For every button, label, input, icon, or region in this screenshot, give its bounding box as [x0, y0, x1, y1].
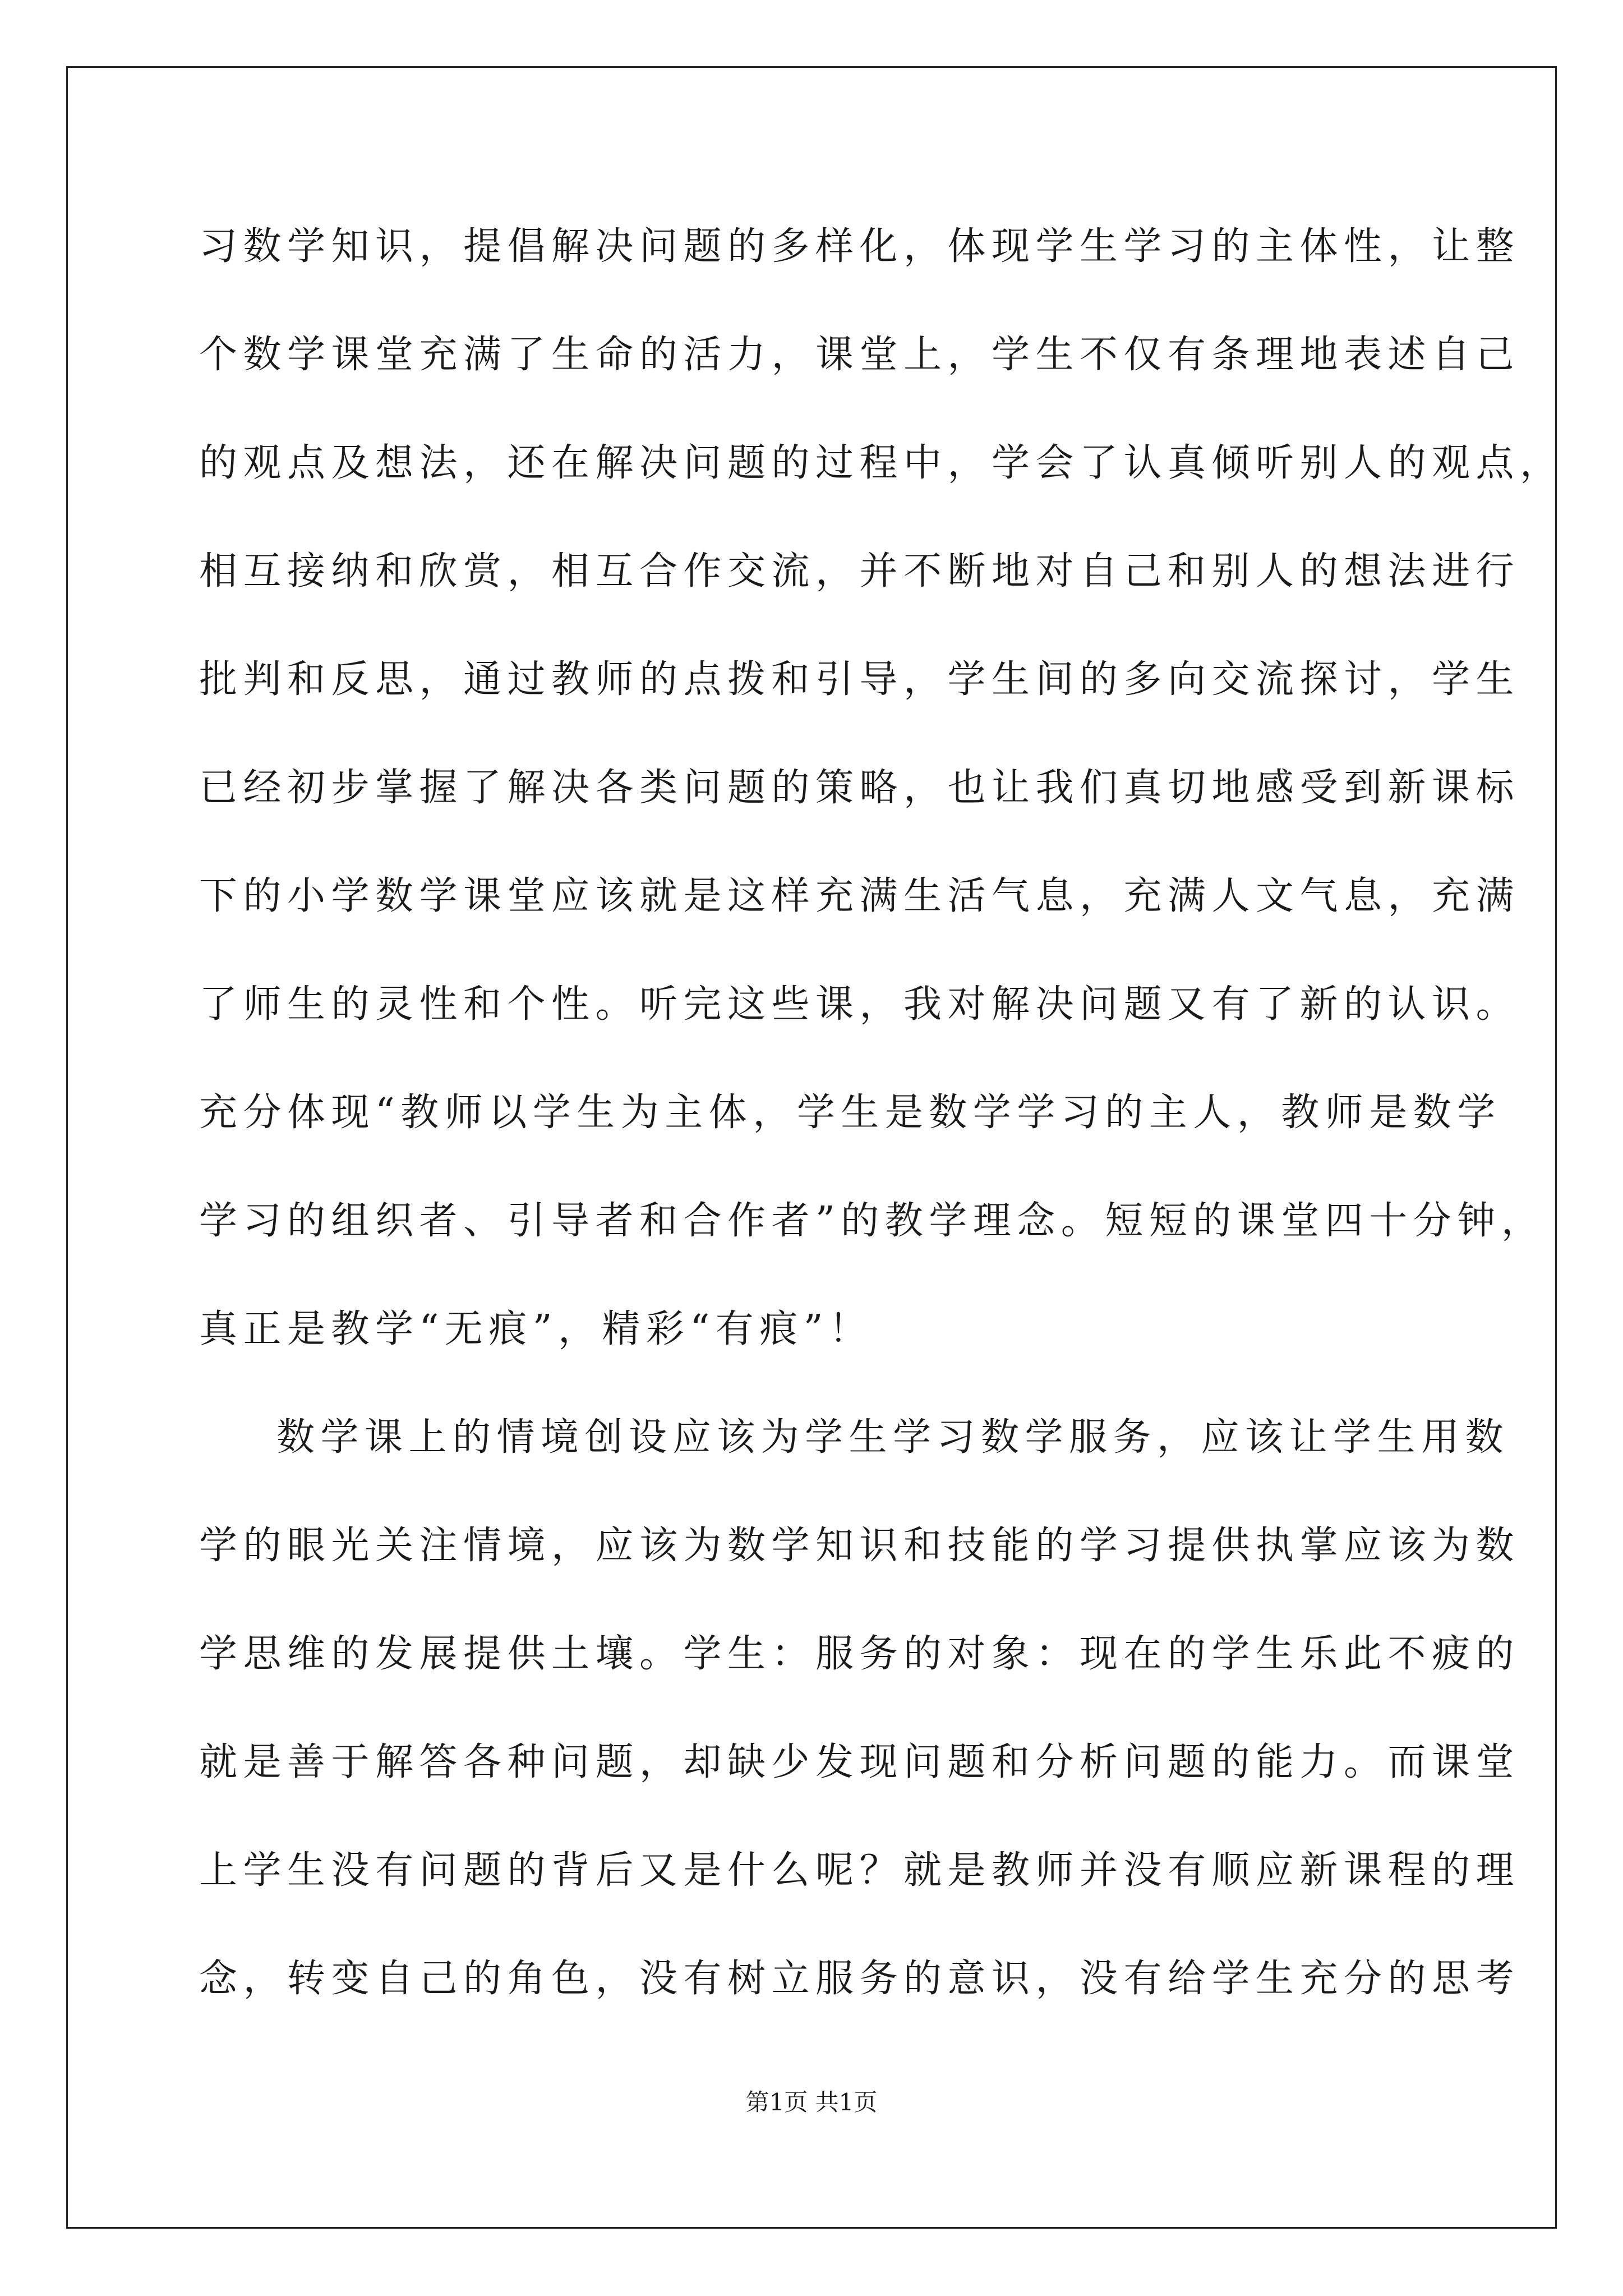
text-line: 的观点及想法，还在解决问题的过程中，学会了认真倾听别人的观点，: [199, 441, 1564, 485]
text-line: 学习的组织者、引导者和合作者”的教学理念。短短的课堂四十分钟，: [199, 1199, 1546, 1243]
text-line: 就是善于解答各种问题，却缺少发现问题和分析问题的能力。而课堂: [199, 1740, 1520, 1784]
text-line: 上学生没有问题的背后又是什么呢？就是教师并没有顺应新课程的理: [199, 1848, 1520, 1893]
text-line: 相互接纳和欣赏，相互合作交流，并不断地对自己和别人的想法进行: [199, 549, 1520, 593]
text-line: 个数学课堂充满了生命的活力，课堂上，学生不仅有条理地表述自己: [199, 333, 1520, 377]
text-line: 学的眼光关注情境，应该为数学知识和技能的学习提供执掌应该为数: [199, 1524, 1520, 1568]
page-number: 第1页 共1页: [745, 2088, 878, 2116]
paragraph-first-line: 数学课上的情境创设应该为学生学习数学服务，应该让学生用数: [276, 1415, 1510, 1460]
text-line: 学思维的发展提供土壤。学生：服务的对象：现在的学生乐此不疲的: [199, 1632, 1520, 1676]
text-line: 充分体现“教师以学生为主体，学生是数学学习的主人，教师是数学: [199, 1091, 1501, 1135]
text-line: 批判和反思，通过教师的点拨和引导，学生间的多向交流探讨，学生: [199, 657, 1520, 702]
text-line: 已经初步掌握了解决各类问题的策略，也让我们真切地感受到新课标: [199, 766, 1520, 810]
text-line: 念，转变自己的角色，没有树立服务的意识，没有给学生充分的思考: [199, 1957, 1520, 2001]
text-line: 下的小学数学课堂应该就是这样充满生活气息，充满人文气息，充满: [199, 874, 1520, 918]
text-line: 真正是教学“无痕”，精彩“有痕”！: [199, 1307, 873, 1351]
text-line: 习数学知识，提倡解决问题的多样化，体现学生学习的主体性，让整: [199, 224, 1520, 269]
text-line: 了师生的灵性和个性。听完这些课，我对解决问题又有了新的认识。: [199, 982, 1520, 1027]
